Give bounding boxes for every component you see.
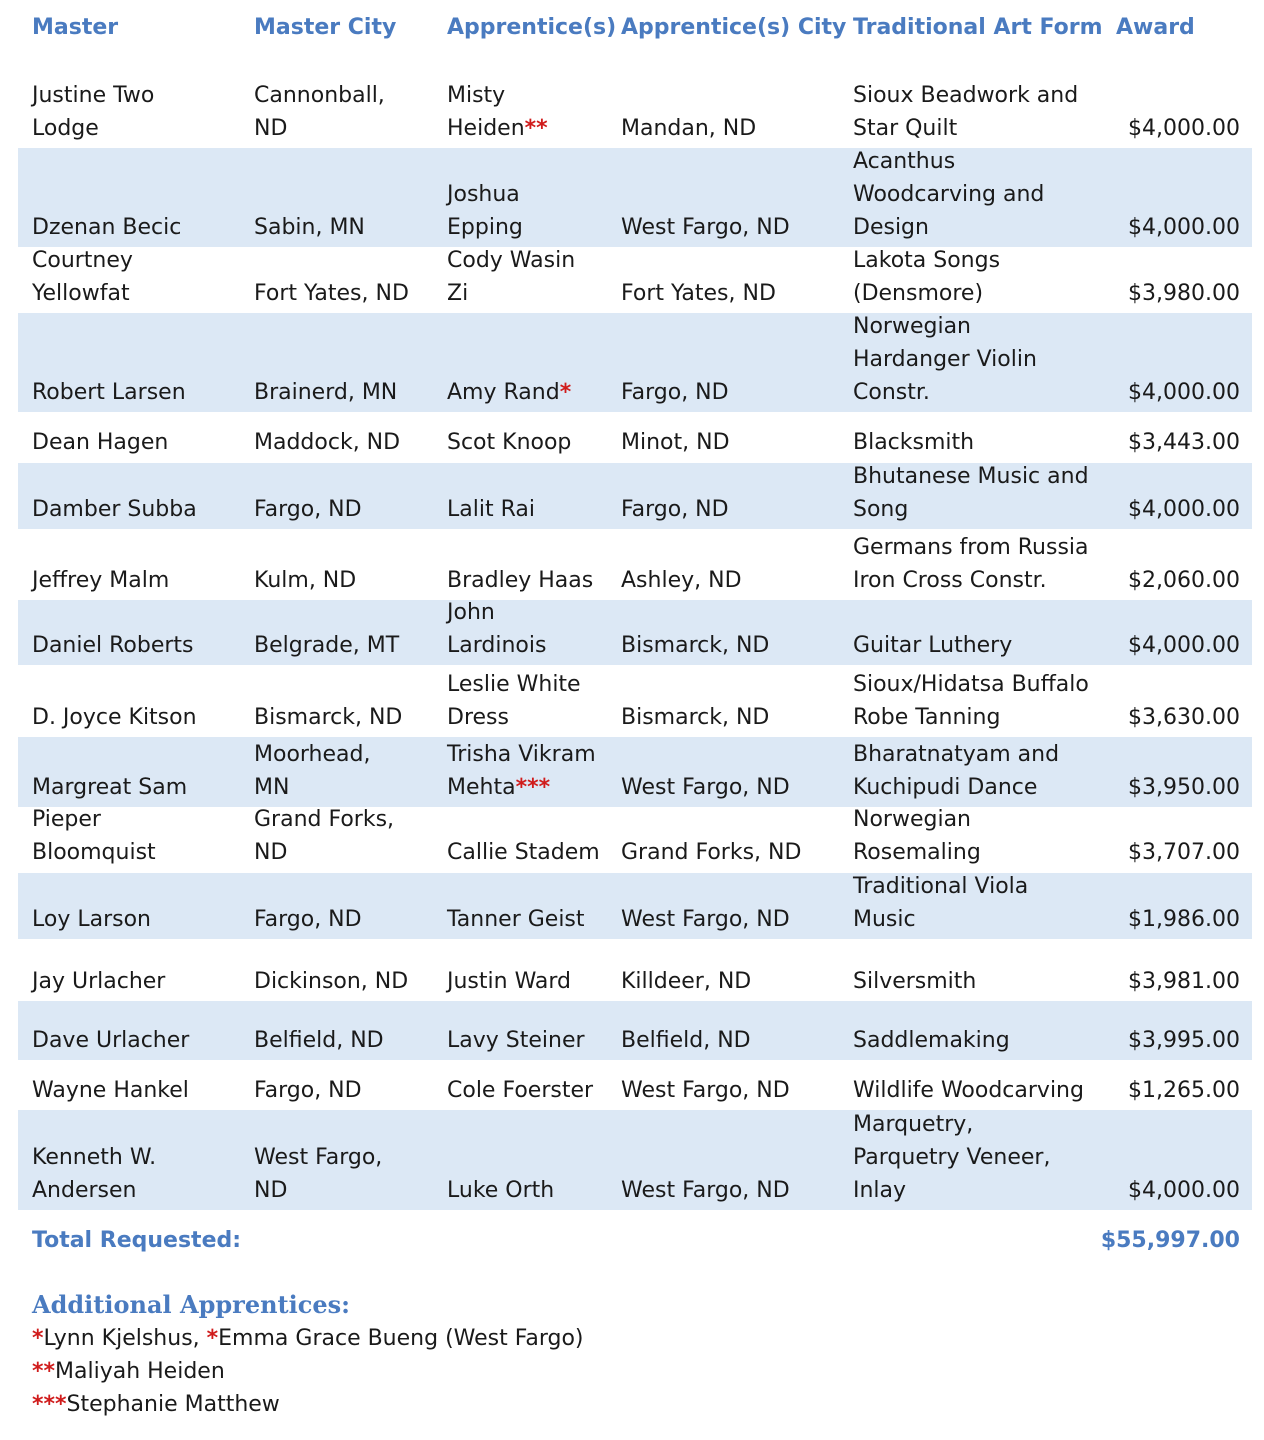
cell-award-text: $3,980.00 [1128, 281, 1240, 306]
table-row [18, 313, 1252, 412]
cell-award [1100, 277, 1240, 310]
cell-master [32, 493, 252, 526]
cell-master-text: Damber Subba [32, 497, 197, 522]
cell-apprentice-text: Cody Wasin Zi [447, 248, 576, 306]
cell-apprentice-city [621, 426, 849, 459]
cell-master-city-text: Cannonball, ND [254, 83, 385, 141]
footnote-mark: ** [524, 116, 548, 141]
cell-art-form-text: Blacksmith [853, 430, 975, 455]
cell-master-city-text: Maddock, ND [254, 430, 401, 455]
cell-apprentice-city-text: Belfield, ND [621, 1028, 751, 1053]
cell-art-form [853, 668, 1115, 734]
additional-apprentice-name: Stephanie Matthew [66, 1392, 280, 1417]
cell-art-form [853, 629, 1115, 662]
table-row [18, 940, 1252, 1001]
cell-master-city-text: Fargo, ND [254, 1078, 362, 1103]
cell-apprentice-text: Callie Stadem [447, 840, 600, 865]
cell-art-form-text: Sioux Beadwork and Star Quilt [853, 83, 1079, 141]
header-award: Award [1116, 15, 1195, 40]
cell-master-city-text: Brainerd, MN [254, 380, 398, 405]
table-row [18, 463, 1252, 529]
cell-master [32, 903, 252, 936]
cell-award [1100, 493, 1240, 526]
cell-master-text: Kenneth W. Andersen [32, 1145, 157, 1203]
cell-award [1100, 629, 1240, 662]
cell-award-text: $2,060.00 [1128, 568, 1240, 593]
cell-master-city [254, 277, 444, 310]
table-row [18, 412, 1252, 462]
cell-apprentice-city [621, 1074, 849, 1107]
cell-master-city [254, 803, 444, 869]
cell-award-text: $4,000.00 [1128, 633, 1240, 658]
cell-apprentice-text: Joshua Epping [447, 182, 523, 240]
cell-apprentice [447, 1024, 619, 1057]
cell-award [1100, 771, 1240, 804]
cell-apprentice-city [621, 564, 849, 597]
cell-award [1100, 426, 1240, 459]
cell-award [1100, 376, 1240, 409]
additional-apprentice-line [32, 1323, 584, 1355]
cell-apprentice-text: Justin Ward [447, 969, 572, 994]
cell-master-city-text: Dickinson, ND [254, 969, 409, 994]
cell-award-text: $3,950.00 [1128, 775, 1240, 800]
cell-master-text: Wayne Hankel [32, 1078, 189, 1103]
cell-art-form [853, 1074, 1115, 1107]
cell-master [32, 1074, 252, 1107]
cell-apprentice [447, 903, 619, 936]
cell-apprentice-city-text: Ashley, ND [621, 568, 742, 593]
cell-award-text: $4,000.00 [1128, 116, 1240, 141]
cell-master-city [254, 79, 444, 145]
cell-art-form-text: Bharatnatyam and Kuchipudi Dance [853, 742, 1060, 800]
cell-apprentice-text: Leslie White Dress [447, 672, 581, 730]
cell-apprentice-city [621, 1024, 849, 1057]
cell-master-text: Loy Larson [32, 907, 151, 932]
cell-apprentice [447, 376, 619, 409]
additional-apprentice-name: Maliyah Heiden [55, 1359, 225, 1384]
cell-master-city [254, 629, 444, 662]
cell-award-text: $3,707.00 [1128, 840, 1240, 865]
cell-award [1100, 836, 1240, 869]
cell-apprentice-city-text: Mandan, ND [621, 116, 757, 141]
footnote-mark: *** [515, 775, 551, 800]
cell-master [32, 426, 252, 459]
cell-master [32, 376, 252, 409]
cell-master-text: Dzenan Becic [32, 215, 182, 240]
additional-apprentice-line [32, 1389, 280, 1421]
cell-master [32, 1024, 252, 1057]
cell-apprentice-text: John Lardinois [447, 600, 547, 658]
cell-apprentice-city [621, 1174, 849, 1207]
cell-apprentice-city [621, 903, 849, 936]
cell-award-text: $4,000.00 [1128, 497, 1240, 522]
table-row [18, 737, 1252, 807]
cell-master-city-text: Fargo, ND [254, 907, 362, 932]
total-value: $55,997.00 [1100, 1228, 1240, 1253]
cell-award-text: $1,265.00 [1128, 1078, 1240, 1103]
cell-apprentice-city [621, 701, 849, 734]
cell-master [32, 211, 252, 244]
header-art-form: Traditional Art Form [853, 15, 1103, 40]
cell-award-text: $4,000.00 [1128, 215, 1240, 240]
header-master-city: Master City [254, 15, 397, 40]
cell-art-form [853, 1108, 1115, 1207]
cell-art-form-text: Norwegian Hardanger Violin Constr. [853, 314, 1037, 405]
cell-art-form-text: Acanthus Woodcarving and Design [853, 149, 1045, 240]
cell-master-text: Pieper Bloomquist [32, 807, 156, 865]
header-master: Master [32, 15, 119, 40]
cell-award-text: $4,000.00 [1128, 1178, 1240, 1203]
cell-art-form-text: Traditional Viola Music [853, 874, 1029, 932]
cell-award [1100, 1174, 1240, 1207]
table-row [18, 600, 1252, 665]
cell-master-text: Justine Two Lodge [32, 83, 155, 141]
additional-apprentice-line [32, 1356, 225, 1388]
cell-apprentice-text: Misty Heiden [447, 83, 525, 141]
cell-master-city [254, 376, 444, 409]
cell-apprentice [447, 668, 619, 734]
table-row [18, 82, 1252, 148]
cell-award [1100, 211, 1240, 244]
cell-art-form [853, 870, 1115, 936]
cell-apprentice-text: Lalit Rai [447, 497, 535, 522]
cell-master-text: Courtney Yellowfat [32, 248, 133, 306]
header-apprentices: Apprentice(s) [447, 15, 617, 40]
cell-award-text: $3,981.00 [1128, 969, 1240, 994]
cell-apprentice-city-text: Bismarck, ND [621, 705, 770, 730]
cell-master-text: Robert Larsen [32, 380, 186, 405]
cell-apprentice-text: Tanner Geist [447, 907, 585, 932]
table-row [18, 148, 1252, 247]
cell-art-form-text: Germans from Russia Iron Cross Constr. [853, 535, 1089, 593]
cell-art-form-text: Guitar Luthery [853, 633, 1013, 658]
cell-art-form-text: Lakota Songs (Densmore) [853, 248, 1001, 306]
cell-apprentice [447, 596, 619, 662]
cell-award-text: $1,986.00 [1128, 907, 1240, 932]
cell-apprentice-city-text: West Fargo, ND [621, 215, 790, 240]
cell-art-form [853, 310, 1115, 409]
additional-apprentice-name: Emma Grace Bueng (West Fargo) [218, 1326, 584, 1351]
cell-art-form-text: Silversmith [853, 969, 977, 994]
cell-art-form [853, 145, 1115, 244]
cell-master-city [254, 965, 444, 998]
cell-apprentice-text: Lavy Steiner [447, 1028, 585, 1053]
table-header [0, 0, 1264, 62]
cell-apprentice-city-text: Grand Forks, ND [621, 840, 802, 865]
cell-master [32, 629, 252, 662]
footnote-mark: *** [32, 1392, 67, 1417]
cell-apprentice-text: Bradley Haas [447, 568, 594, 593]
cell-art-form-text: Norwegian Rosemaling [853, 807, 981, 865]
cell-master-city [254, 738, 444, 804]
table-row [18, 1060, 1252, 1110]
cell-master [32, 564, 252, 597]
cell-art-form [853, 79, 1115, 145]
cell-master-text: Margreat Sam [32, 775, 188, 800]
total-label: Total Requested: [32, 1228, 242, 1253]
cell-master-text: Dean Hagen [32, 430, 169, 455]
cell-master-city [254, 1024, 444, 1057]
cell-master-city-text: Belfield, ND [254, 1028, 384, 1053]
cell-art-form [853, 803, 1115, 869]
table-row [18, 247, 1252, 313]
cell-art-form [853, 426, 1115, 459]
cell-apprentice-city-text: West Fargo, ND [621, 1078, 790, 1103]
cell-art-form-text: Marquetry, Parquetry Veneer, Inlay [853, 1112, 1051, 1203]
cell-award-text: $3,443.00 [1128, 430, 1240, 455]
cell-master-city-text: Fargo, ND [254, 497, 362, 522]
cell-art-form [853, 965, 1115, 998]
cell-apprentice-city-text: Fort Yates, ND [621, 281, 776, 306]
cell-apprentice-city [621, 836, 849, 869]
cell-master-city [254, 564, 444, 597]
cell-apprentice-city [621, 211, 849, 244]
cell-apprentice [447, 493, 619, 526]
cell-master-text: D. Joyce Kitson [32, 705, 197, 730]
footnote-mark: * [32, 1326, 44, 1351]
cell-award [1100, 564, 1240, 597]
cell-master-city [254, 211, 444, 244]
cell-art-form [853, 738, 1115, 804]
table-row [18, 1110, 1252, 1210]
cell-master-city-text: Grand Forks, ND [254, 807, 395, 865]
additional-apprentices-title: Additional Apprentices: [32, 1290, 350, 1319]
cell-master-city-text: Fort Yates, ND [254, 281, 409, 306]
cell-master-city-text: Kulm, ND [254, 568, 357, 593]
table-row [18, 807, 1252, 872]
cell-award [1100, 965, 1240, 998]
cell-master [32, 79, 252, 145]
cell-art-form [853, 244, 1115, 310]
cell-apprentice-city [621, 771, 849, 804]
cell-apprentice [447, 564, 619, 597]
cell-master-text: Jeffrey Malm [32, 568, 170, 593]
cell-master [32, 244, 252, 310]
cell-master [32, 1141, 252, 1207]
cell-master-city-text: Moorhead, MN [254, 742, 371, 800]
cell-apprentice [447, 1074, 619, 1107]
cell-master-city-text: Sabin, MN [254, 215, 365, 240]
cell-apprentice-city [621, 965, 849, 998]
cell-master-city-text: West Fargo, ND [254, 1145, 383, 1203]
cell-apprentice [447, 79, 619, 145]
cell-apprentice [447, 178, 619, 244]
cell-apprentice-text: Trisha Vikram Mehta [447, 742, 596, 800]
cell-award [1100, 1024, 1240, 1057]
cell-master-city [254, 1074, 444, 1107]
cell-master-city-text: Bismarck, ND [254, 705, 403, 730]
cell-award-text: $3,630.00 [1128, 705, 1240, 730]
cell-art-form [853, 460, 1115, 526]
cell-art-form-text: Wildlife Woodcarving [853, 1078, 1084, 1103]
cell-award-text: $3,995.00 [1128, 1028, 1240, 1053]
additional-apprentice-name: Lynn Kjelshus, [43, 1326, 207, 1351]
table-row [18, 665, 1252, 737]
cell-award [1100, 112, 1240, 145]
cell-apprentice-city [621, 493, 849, 526]
cell-master [32, 965, 252, 998]
cell-art-form [853, 1024, 1115, 1057]
cell-apprentice-city-text: Killdeer, ND [621, 969, 752, 994]
cell-master-city [254, 903, 444, 936]
cell-art-form-text: Saddlemaking [853, 1028, 1010, 1053]
cell-award [1100, 1074, 1240, 1107]
cell-master-city-text: Belgrade, MT [254, 633, 400, 658]
cell-art-form [853, 531, 1115, 597]
cell-master-text: Jay Urlacher [32, 969, 166, 994]
cell-apprentice-text: Amy Rand [447, 380, 560, 405]
cell-apprentice [447, 836, 619, 869]
table-row [18, 1001, 1252, 1060]
cell-apprentice-city-text: Fargo, ND [621, 380, 729, 405]
cell-apprentice-city [621, 112, 849, 145]
cell-apprentice-city-text: West Fargo, ND [621, 775, 790, 800]
cell-apprentice-text: Cole Foerster [447, 1078, 594, 1103]
footnote-mark: ** [32, 1359, 56, 1384]
header-apprentices-city: Apprentice(s) City [621, 15, 847, 40]
cell-apprentice-city-text: Bismarck, ND [621, 633, 770, 658]
cell-master-text: Dave Urlacher [32, 1028, 190, 1053]
cell-apprentice-city [621, 629, 849, 662]
cell-art-form-text: Sioux/Hidatsa Buffalo Robe Tanning [853, 672, 1089, 730]
cell-master-city [254, 493, 444, 526]
cell-master-city [254, 1141, 444, 1207]
cell-apprentice [447, 244, 619, 310]
cell-apprentice-city-text: West Fargo, ND [621, 1178, 790, 1203]
cell-apprentice [447, 426, 619, 459]
cell-apprentice [447, 1174, 619, 1207]
cell-art-form-text: Bhutanese Music and Song [853, 464, 1089, 522]
cell-apprentice-text: Luke Orth [447, 1178, 555, 1203]
table-row [18, 873, 1252, 939]
cell-master-city [254, 426, 444, 459]
cell-apprentice-text: Scot Knoop [447, 430, 572, 455]
cell-apprentice [447, 738, 619, 804]
cell-apprentice-city-text: West Fargo, ND [621, 907, 790, 932]
cell-master [32, 771, 252, 804]
cell-apprentice-city-text: Fargo, ND [621, 497, 729, 522]
cell-master [32, 803, 252, 869]
footnote-mark: * [206, 1326, 219, 1351]
footnote-mark: * [559, 380, 572, 405]
cell-master-text: Daniel Roberts [32, 633, 194, 658]
cell-award [1100, 701, 1240, 734]
cell-apprentice-city-text: Minot, ND [621, 430, 730, 455]
cell-award-text: $4,000.00 [1128, 380, 1240, 405]
cell-apprentice-city [621, 277, 849, 310]
cell-master [32, 701, 252, 734]
cell-award [1100, 903, 1240, 936]
cell-apprentice-city [621, 376, 849, 409]
cell-apprentice [447, 965, 619, 998]
table-row [18, 529, 1252, 600]
cell-master-city [254, 701, 444, 734]
